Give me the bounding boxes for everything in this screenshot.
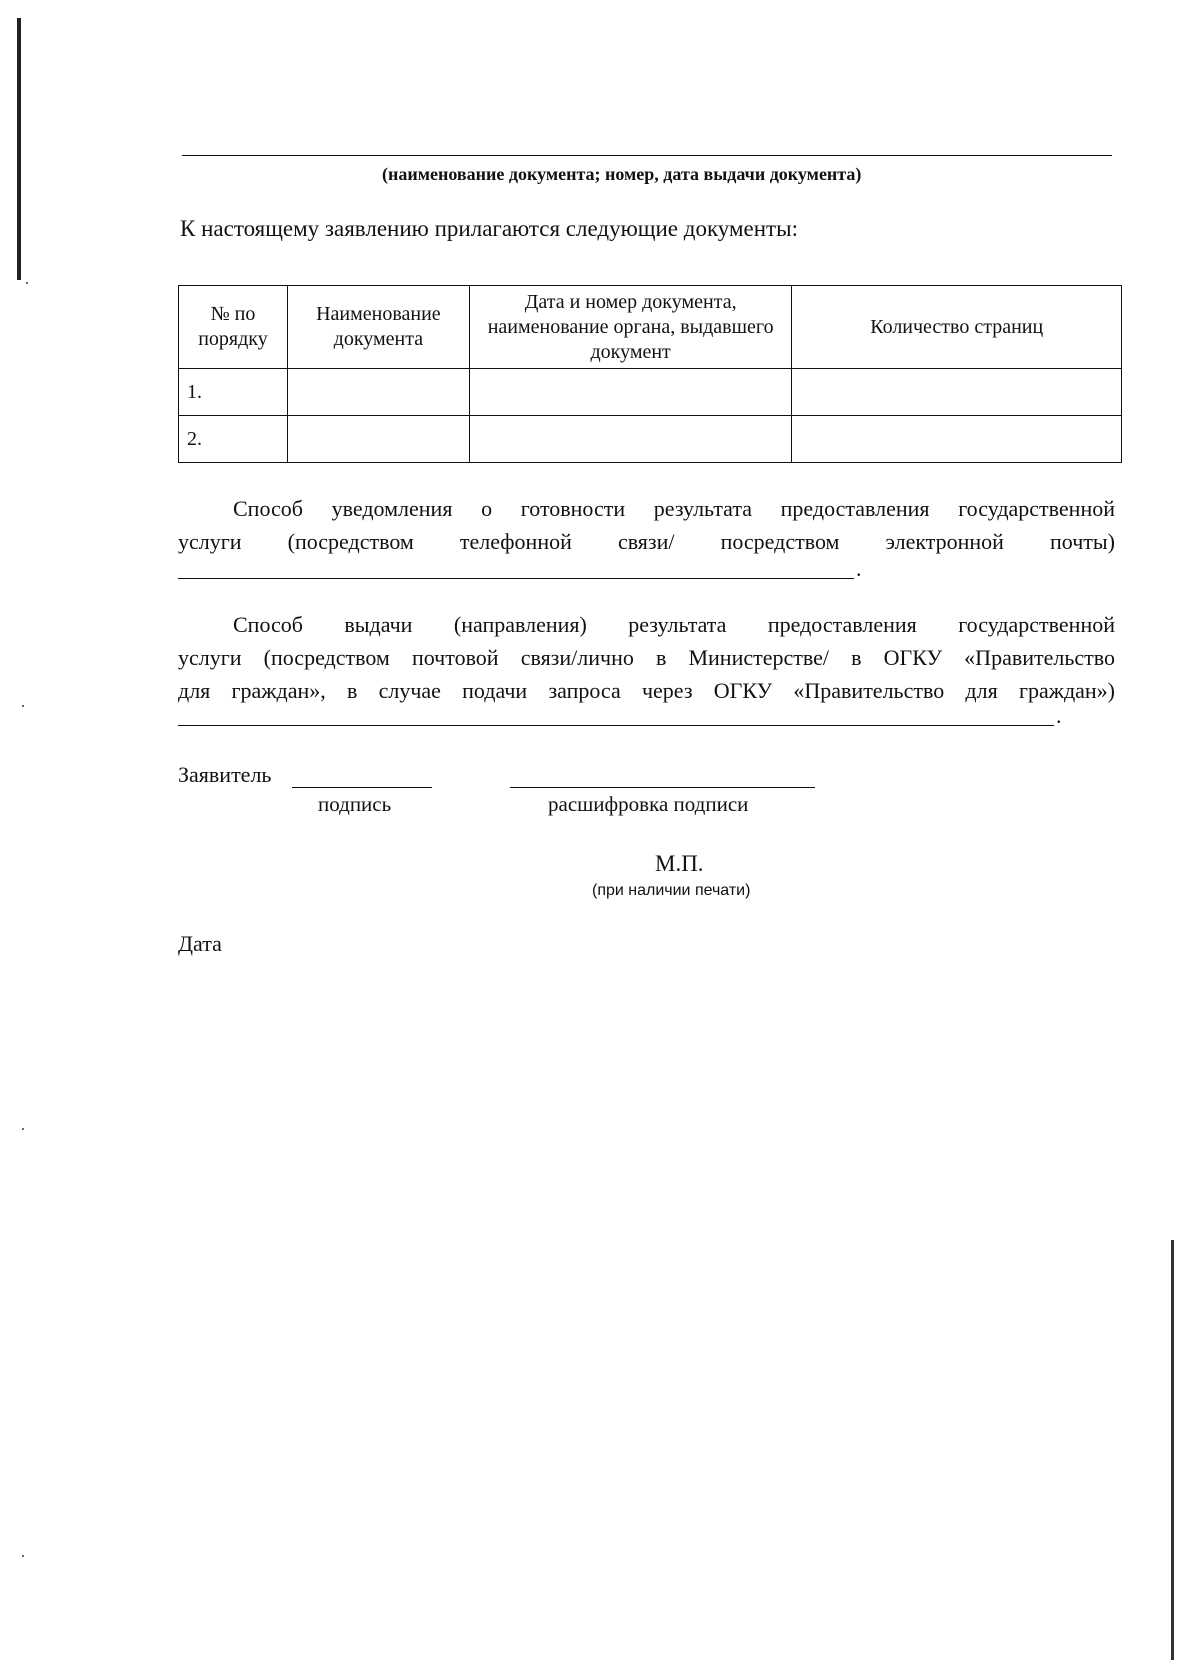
notify-method-fill-line[interactable]: [178, 578, 854, 579]
table-cell-date-number-issuer[interactable]: [469, 416, 792, 463]
table-cell-date-number-issuer[interactable]: [469, 369, 792, 416]
date-label: Дата: [178, 931, 222, 956]
signature-decoding-caption: расшифровка подписи: [548, 792, 749, 816]
table-cell-page-count[interactable]: [792, 416, 1122, 463]
column-header-document-name: Наименование документа: [287, 286, 469, 369]
column-header-number: № по порядку: [179, 286, 288, 369]
column-header-date-number-issuer: Дата и номер документа, наименование органа, выдавшего документ: [469, 286, 792, 369]
document-name-caption: (наименование документа; номер, дата выдачи документа): [382, 164, 862, 184]
signature-caption: подпись: [318, 792, 392, 816]
table-cell-number: 1.: [179, 369, 288, 416]
delivery-method-line-1: Способ выдачи (направления) результата предоставления государственной: [233, 612, 1115, 637]
delivery-method-fill-line[interactable]: [178, 725, 1054, 726]
scan-speck: [26, 282, 28, 284]
table-cell-document-name[interactable]: [287, 369, 469, 416]
table-row: [179, 369, 1122, 416]
table-cell-number: 2.: [179, 416, 288, 463]
signature-decoding-line[interactable]: [510, 787, 815, 788]
notify-method-period: .: [856, 556, 862, 581]
stamp-label: М.П.: [655, 851, 704, 876]
delivery-method-paragraph: [178, 608, 1115, 707]
delivery-method-line-3: для граждан», в случае подачи запроса через ОГКУ «Правительство для граждан»): [178, 678, 1115, 703]
notify-method-line-1: Способ уведомления о готовности результата предоставления государственной: [233, 496, 1115, 521]
attachments-intro: К настоящему заявлению прилагаются следующие документы:: [180, 216, 798, 241]
attachments-table: [178, 285, 1122, 463]
table-cell-page-count[interactable]: [792, 369, 1122, 416]
column-header-page-count: Количество страниц: [792, 286, 1122, 369]
signature-line[interactable]: [292, 787, 432, 788]
table-row: [179, 416, 1122, 463]
scan-speck: [22, 1555, 24, 1557]
notify-method-paragraph: [178, 492, 1115, 558]
scan-edge-left: [17, 18, 21, 280]
document-name-line: [182, 155, 1112, 156]
notify-method-line-2: услуги (посредством телефонной связи/ посредством электронной почты): [178, 529, 1115, 554]
table-header-row: [179, 286, 1122, 369]
table-cell-document-name[interactable]: [287, 416, 469, 463]
scan-edge-right: [1171, 1240, 1174, 1660]
delivery-method-period: .: [1056, 703, 1062, 728]
stamp-note: (при наличии печати): [592, 882, 751, 899]
delivery-method-line-2: услуги (посредством почтовой связи/лично в Министерстве/ в ОГКУ «Правительство: [178, 645, 1115, 670]
applicant-label: Заявитель: [178, 762, 272, 787]
scan-speck: [22, 1128, 24, 1130]
scan-speck: [22, 705, 24, 707]
